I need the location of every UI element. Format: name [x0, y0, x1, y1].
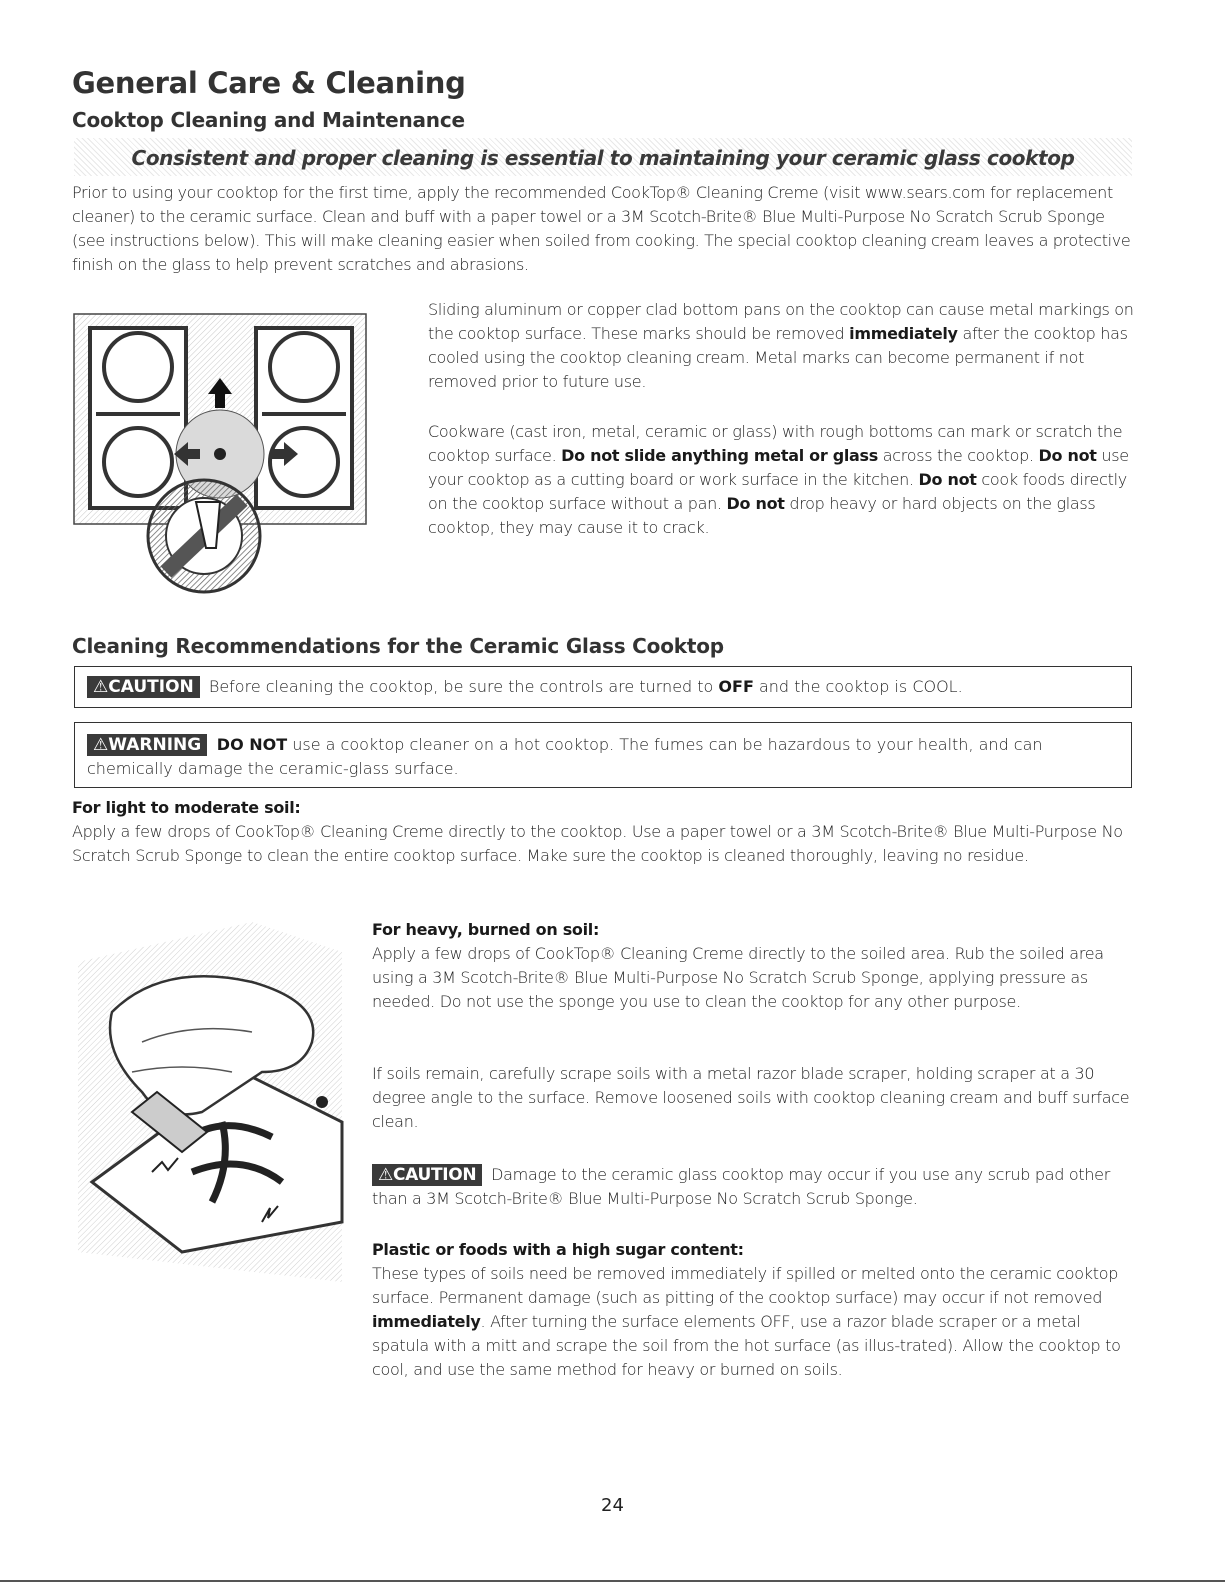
- page-title: General Care & Cleaning: [72, 66, 466, 100]
- plastic-sugar-section: [372, 1238, 1132, 1382]
- bottom-rule: [0, 1580, 1225, 1582]
- page-number: 24: [601, 1495, 624, 1516]
- heavy-soil-section: [372, 918, 1132, 1014]
- cooktop-sliding-pan-illustration: [70, 312, 370, 612]
- intro-paragraph: Prior to using your cooktop for the first time, apply the recommended CookTop® Cleaning Creme (visit www.sears.com for replacement cleaner) to the ceramic surface. Clean and buff with a paper towel or a 3M Scotch-Brite® Blue Multi-Purpose No Scratch Scrub Sponge (see instructions below). This will make cleaning easier when soiled from cooking. The special cooktop cleaning cream leaves a protective finish on the glass to help prevent scratches and abrasions.: [72, 183, 1131, 274]
- sliding-pans-paragraph: Sliding aluminum or copper clad bottom pans on the cooktop can cause metal markings on the cooktop surface. These marks should be removed immediately after the cooktop has cooled using the cooktop cleaning cream. Metal marks can become permanent if not removed prior to future use.: [428, 300, 1134, 391]
- caution-badge: ⚠CAUTION: [87, 676, 200, 698]
- soils-remain-paragraph: If soils remain, carefully scrape soils with a metal razor blade scraper, holding scraper at a 30 degree angle to the surface. Remove loosened soils with cooktop cleaning cream and buff surface clean.: [372, 1064, 1130, 1131]
- caution-text: ⚠CAUTION Before cleaning the cooktop, be sure the controls are turned to OFF and the cooktop is COOL.: [87, 675, 1123, 699]
- scraper-cleaning-illustration: [72, 922, 362, 1282]
- light-soil-text: Apply a few drops of CookTop® Cleaning Creme directly to the cooktop. Use a paper towel or a 3M Scotch-Brite® Blue Multi-Purpose No Scratch Scrub Sponge to clean the entire cooktop surface. Make sure the cooktop is cleaned thoroughly, leaving no residue.: [72, 822, 1123, 865]
- plastic-sugar-heading: Plastic or foods with a high sugar content:: [372, 1240, 744, 1259]
- heavy-soil-text: Apply a few drops of CookTop® Cleaning Creme directly to the soiled area. Rub the soiled area using a 3M Scotch-Brite® Blue Multi-Purpose No Scratch Scrub Sponge, applying pressure as needed. Do not use the sponge you use to clean the cooktop for any other purpose.: [372, 944, 1104, 1011]
- plastic-sugar-text: These types of soils need be removed immediately if spilled or melted onto the ceramic cooktop surface. Permanent damage (such as pitting of the cooktop surface) may occur if not removed immediately. After turning the surface elements OFF, use a razor blade scraper or a metal spatula with a mitt and scrape the soil from the hot surface (as illus-trated). Allow the cooktop to cool, and use the same method for heavy or burned on soils.: [372, 1264, 1121, 1379]
- cookware-paragraph: Cookware (cast iron, metal, ceramic or glass) with rough bottoms can mark or scratch the cooktop surface. Do not slide anything metal or glass across the cooktop. Do not use your cooktop as a cutting board or work surface in the kitchen. Do not cook foods directly on the cooktop surface without a pan. Do not drop heavy or hard objects on the glass cooktop, they may cause it to crack.: [428, 422, 1129, 537]
- caution-scrub-pad: ⚠CAUTION Damage to the ceramic glass cooktop may occur if you use any scrub pad other than a 3M Scotch-Brite® Blue Multi-Purpose No Scratch Scrub Sponge.: [372, 1165, 1110, 1208]
- caution-box: [74, 666, 1132, 708]
- section-heading: Cooktop Cleaning and Maintenance: [72, 108, 465, 132]
- banner-text: Consistent and proper cleaning is essential to maintaining your ceramic glass cooktop: [131, 146, 1075, 170]
- light-soil-section: [72, 796, 1132, 868]
- light-soil-heading: For light to moderate soil:: [72, 798, 301, 817]
- recommendations-heading: Cleaning Recommendations for the Ceramic Glass Cooktop: [72, 634, 724, 658]
- warning-badge: ⚠WARNING: [87, 734, 207, 756]
- banner: [74, 138, 1132, 176]
- warning-text: ⚠WARNING DO NOT use a cooktop cleaner on a hot cooktop. The fumes can be hazardous to your health, and can chemically damage the ceramic-glass surface.: [87, 735, 1043, 778]
- caution-badge: ⚠CAUTION: [372, 1164, 482, 1186]
- warning-box: [74, 722, 1132, 788]
- heavy-soil-heading: For heavy, burned on soil:: [372, 920, 600, 939]
